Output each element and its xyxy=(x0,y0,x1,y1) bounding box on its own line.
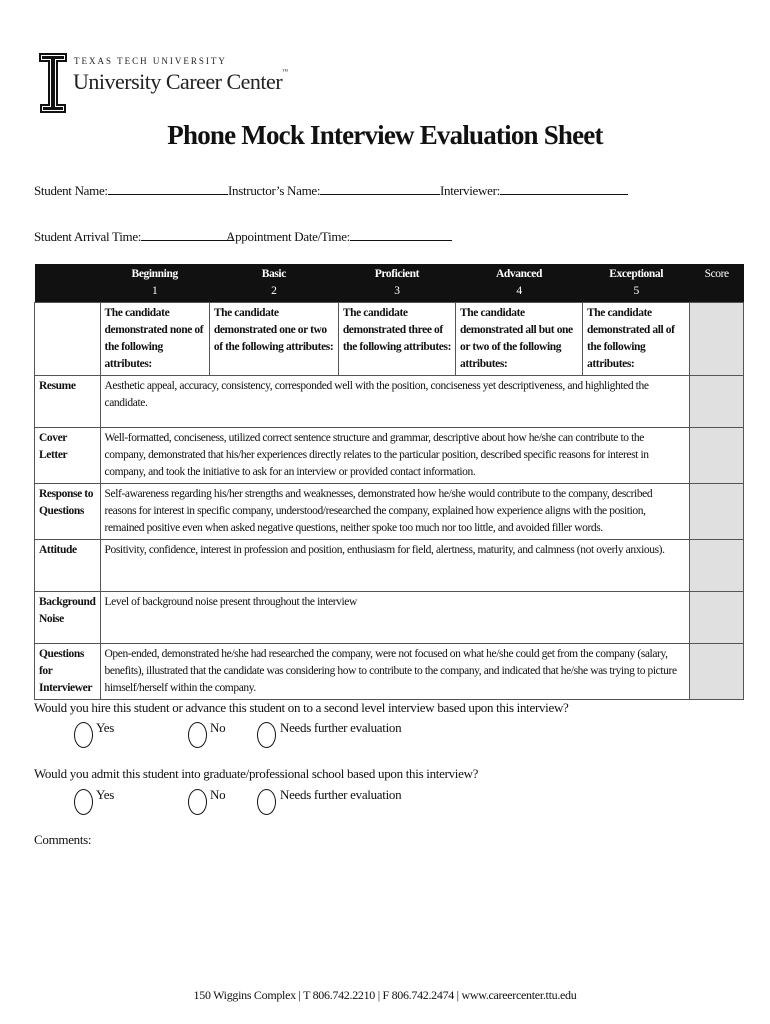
criterion-text: Positivity, confidence, interest in profession and position, enthusiasm for field, alertness, maturity, and calmness (not overly anxious). xyxy=(100,540,690,592)
criterion-text: Level of background noise present throughout the interview xyxy=(100,592,690,644)
admit-yes-label: Yes xyxy=(96,787,115,802)
hire-question: Would you hire this student or advance this student on to a second level interview based upon this interview? xyxy=(34,700,569,715)
criterion-label: Response to Questions xyxy=(35,484,101,540)
criterion-label: Questions for Interviewer xyxy=(35,644,101,700)
score-cell[interactable] xyxy=(690,484,744,540)
university-logo xyxy=(38,52,288,114)
evaluation-table xyxy=(34,264,744,700)
criterion-label: Cover Letter xyxy=(35,428,101,484)
hire-yes-label: Yes xyxy=(96,720,115,735)
admit-no-label: No xyxy=(210,787,226,802)
level-desc-2: The candidate demonstrated one or two of the following attributes: xyxy=(209,303,338,376)
comments-label: Comments: xyxy=(34,832,92,847)
admit-needs-evaluation-label: Needs further evaluation xyxy=(280,787,402,802)
score-cell[interactable] xyxy=(690,644,744,700)
career-center-name: University Career Center™ xyxy=(73,69,288,94)
admit-yes-radio[interactable] xyxy=(74,789,93,815)
criterion-row xyxy=(35,484,744,540)
level-proficient: Proficient 3 xyxy=(338,264,455,303)
criterion-label: Resume xyxy=(35,376,101,428)
admit-needs-evaluation-radio[interactable] xyxy=(257,789,276,815)
criterion-label: Attitude xyxy=(35,540,101,592)
level-exceptional: Exceptional 5 xyxy=(583,264,690,303)
criterion-text: Aesthetic appeal, accuracy, consistency, corresponded well with the position, conciseness yet descriptiveness, and highlighted the candidate. xyxy=(100,376,690,428)
criterion-text: Well-formatted, conciseness, utilized correct sentence structure and grammar, descriptive about how he/she can contribute to the company, demonstrated that his/her experiences directly relates to the particular position, described specific reasons for interest in company, and took the initiative to ask for an interview or provided contact information. xyxy=(100,428,690,484)
level-desc-1: The candidate demonstrated none of the following attributes: xyxy=(100,303,209,376)
student-name-field[interactable]: Student Name: xyxy=(34,182,228,199)
score-cell[interactable] xyxy=(690,303,744,376)
university-name: TEXAS TECH UNIVERSITY xyxy=(74,56,227,66)
instructor-name-field[interactable]: Instructor’s Name: xyxy=(228,182,440,199)
rating-header-row xyxy=(35,264,744,303)
criterion-text: Open-ended, demonstrated he/she had researched the company, were not focused on what he/she could get from the company (salary, benefits), illustrated that the candidate was considering how to contribute to the company, and indicated that he/she was trying to picture himself/herself within the company. xyxy=(100,644,690,700)
criterion-row xyxy=(35,540,744,592)
criterion-row xyxy=(35,592,744,644)
level-basic: Basic 2 xyxy=(209,264,338,303)
score-cell[interactable] xyxy=(690,540,744,592)
footer-contact: 150 Wiggins Complex | T 806.742.2210 | F 806.742.2474 | www.careercenter.ttu.edu xyxy=(193,988,577,1002)
level-desc-4: The candidate demonstrated all but one or two of the following attributes: xyxy=(456,303,583,376)
criterion-label: Background Noise xyxy=(35,592,101,644)
criterion-text: Self-awareness regarding his/her strengths and weaknesses, demonstrated how he/she would contribute to the company, described reasons for interest in specific company, understood/researched the company, explained how experience aligns with the position, remained positive even when asked negative questions, neither spoke too much nor too little, and avoided filler words. xyxy=(100,484,690,540)
hire-no-radio[interactable] xyxy=(188,722,207,748)
hire-needs-evaluation-label: Needs further evaluation xyxy=(280,720,402,735)
level-desc-5: The candidate demonstrated all of the following attributes: xyxy=(583,303,690,376)
level-advanced: Advanced 4 xyxy=(456,264,583,303)
appointment-field[interactable]: Appointment Date/Time: xyxy=(226,228,452,245)
score-cell[interactable] xyxy=(690,428,744,484)
level-desc-3: The candidate demonstrated three of the following attributes: xyxy=(338,303,455,376)
hire-needs-evaluation-radio[interactable] xyxy=(257,722,276,748)
score-cell[interactable] xyxy=(690,376,744,428)
criterion-row xyxy=(35,376,744,428)
page-title: Phone Mock Interview Evaluation Sheet xyxy=(167,120,603,150)
criterion-row xyxy=(35,644,744,700)
admit-question: Would you admit this student into graduate/professional school based upon this interview? xyxy=(34,766,479,781)
hire-no-label: No xyxy=(210,720,226,735)
hire-yes-radio[interactable] xyxy=(74,722,93,748)
level-beginning: Beginning 1 xyxy=(100,264,209,303)
admit-no-radio[interactable] xyxy=(188,789,207,815)
level-description-row xyxy=(35,303,744,376)
interviewer-field[interactable]: Interviewer: xyxy=(440,182,628,199)
double-t-logo-icon xyxy=(38,52,68,114)
arrival-time-field[interactable]: Student Arrival Time: xyxy=(34,228,233,245)
score-cell[interactable] xyxy=(690,592,744,644)
score-header: Score xyxy=(690,264,744,303)
header-blank xyxy=(35,264,101,303)
criterion-row xyxy=(35,428,744,484)
